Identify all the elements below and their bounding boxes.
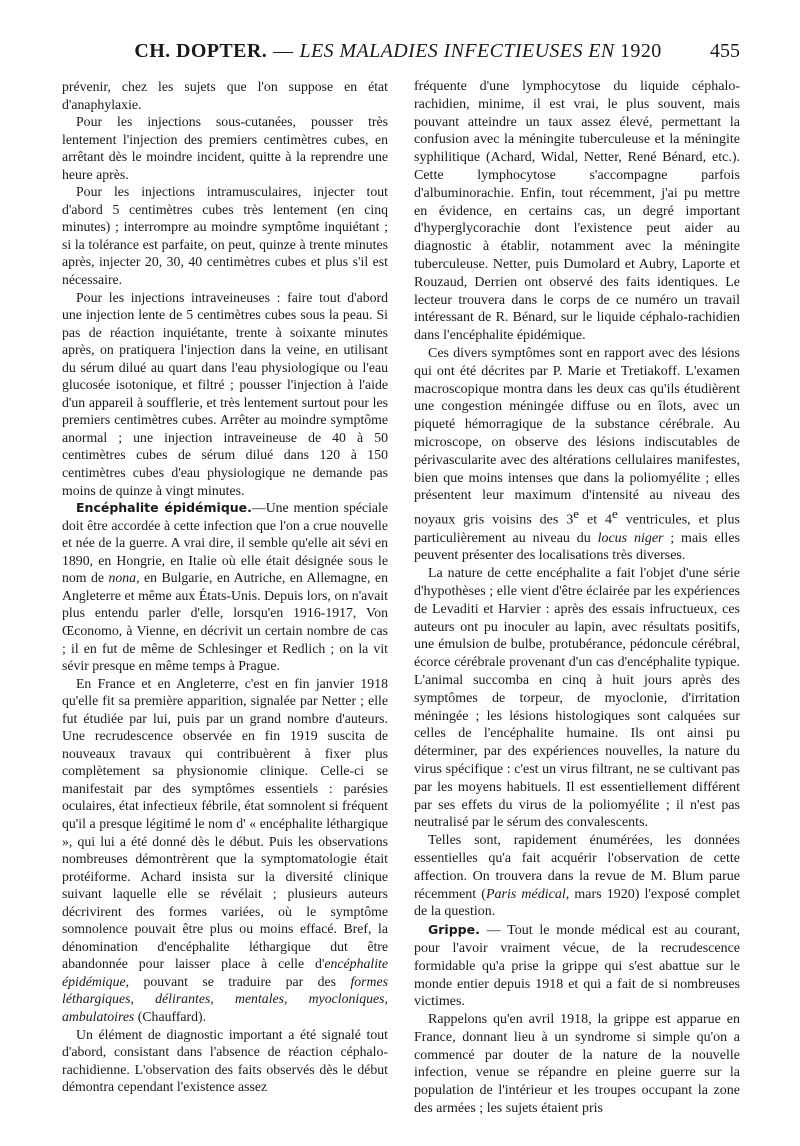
paragraph: Un élément de diagnostic important a été signalé tout d'abord, consistant dans l'absence de réaction céphalo-rachidienne. L'observation des faits observés dès le début démontra cependant l'existence assez xyxy=(62,1026,388,1095)
heading-dash: — xyxy=(251,500,266,516)
body-columns xyxy=(62,78,740,1118)
paragraph: prévenir, chez les sujets que l'on suppose en état d'anaphylaxie. xyxy=(62,79,388,112)
text-run: Telles sont, rapidement énumérées, les données essentielles qu'a fait acquérir l'observation de cette affection. On trouvera dans la revue de M. Blum parue récemment ( xyxy=(414,833,740,902)
header-author: CH. DOPTER. xyxy=(134,40,268,62)
running-title xyxy=(64,40,710,63)
paragraph: Pour les injections intramusculaires, injecter tout d'abord 5 centimètres cubes très lentement (en cinq minutes) ; interrompre au moindre symptôme inquiétant ; si la tolérance est parfaite, on peut, quinze à trente minutes après, injecter 20, 30, 40 centimètres cubes et plus s'il est nécessaire. xyxy=(62,184,388,288)
text-run: ventricules, et plus particulièrement au niveau du xyxy=(414,512,740,546)
paragraph: fréquente d'une lymphocytose du liquide céphalo-rachidien, minime, il est vrai, le plus souvent, mais pouvant atteindre un taux assez élevé, permettant la confusion avec la méningite tuberculeuse et la méningite syphilitique (Achard, Widal, Netter, René Bénard, etc.). Cette lymphocytose s'accompagne parfois d'albuminorachie. Enfin, tout récemment, j'ai pu mettre en évidence, en certains cas, un degré important d'hyperglycorachie dont l'existence peut aider au diagnostic à établir, notamment avec la méningite tuberculeuse. Netter, puis Dumolard et Aubry, Laporte et Rouzaud, Derrien ont observé des faits identiques. Le lecteur trouvera dans le corps de ce numéro un travail intéressant de R. Bénard, sur le liquide céphalo-rachidien dans l'encéphalite épidémique. xyxy=(414,79,740,344)
right-column xyxy=(414,78,740,1118)
section-encephalite xyxy=(62,499,388,674)
paragraph xyxy=(62,675,388,1026)
italic-term: locus niger xyxy=(597,530,664,546)
text-run: Ces divers symptômes sont en rapport avec des lésions qui ont été décrites par P. Marie et Tretiakoff. L'examen macroscopique montra dans les deux cas qu'ils étudièrent une congestion méningée diffuse ou en îlots, avec un piqueté hémorragique de la substance cérébrale. Au microscope, on observe des lésions indiscutables de périvascularite avec des altérations cellulaires manifestes, bien que moins intenses que dans la poliomyélite ; elles présentent leur maximum d'intensité au niveau des noyaux gris voisins des 3 xyxy=(414,345,740,528)
page-number: 455 xyxy=(710,40,740,62)
superscript: e xyxy=(612,506,618,522)
text-run: , en Bulgarie, en Autriche, en Allemagne, en Angleterre et même aux États-Unis. Depuis lors, on n'avait plus entendu parler d'elle, lorsqu'en 1916-1917, Von Œconomo, à Vienne, en décrivit un certain nombre de cas ; il en fut de même de Schlesinger et Redlich ; on la vit sévir presque en même temps à Prague. xyxy=(62,570,388,674)
text-run: Une mention spéciale doit être accordée à cette infection que l'on a crue nouvelle et née de la guerre. A vrai dire, il semble qu'elle ait sévi en 1890, en Hongrie, en Italie où elle était désignée sous le nom de xyxy=(62,500,388,586)
text-run: , pouvant se traduire par des xyxy=(125,973,351,989)
section-heading: Grippe. xyxy=(428,922,480,938)
paragraph: Pour les injections sous-cutanées, pousser très lentement l'injection des premiers centimètres cubes, en arrêtant dès le moindre incident, quitte à la reprendre une heure après. xyxy=(62,114,388,182)
superscript: e xyxy=(573,506,580,522)
paragraph: Pour les injections intraveineuses : faire tout d'abord une injection lente de 5 centimètres cubes sous la peau. Si pas de réaction inquiétante, trente à soixante minutes après, on pratiquera l'injection dans la veine, en utilisant du sérum dilué au quart dans l'eau physiologique ou l'eau glucosée isotonique, et filtré ; pousser l'injection à l'aide d'un appareil à soufflerie, et très lentement surtout pour les premiers centimètres cubes. Arrêter au moindre symptôme anormal ; une injection intraveineuse de 40 à 50 centimètres cubes de sérum dilué dans 120 à 150 centimètres cubes d'eau physiologique ne demande pas moins de quinze à vingt minutes. xyxy=(62,289,388,498)
header-separator: — xyxy=(273,40,294,62)
text-run: , mars 1920) l'exposé complet de la question. xyxy=(414,886,740,920)
paragraph xyxy=(414,832,740,921)
header-work-title: LES MALADIES INFECTIEUSES EN xyxy=(299,40,615,62)
section-heading: Encéphalite épidémique. xyxy=(76,500,252,516)
italic-term: nona xyxy=(108,570,137,586)
header-year: 1920 xyxy=(620,40,662,62)
paragraph xyxy=(414,345,740,565)
text-run: — Tout le monde médical est au courant, pour l'avoir vraiment vécue, de la recrudescence formidable qu'a prise la grippe qui s'est abattue sur le monde entier depuis 1918 et qui a fait de si nombreuses victimes. xyxy=(414,923,740,1010)
text-run: En France et en Angleterre, c'est en fin janvier 1918 qu'elle fit sa première apparition, signalée par Netter ; elle fut étudiée par lui, puis par un grand nombre d'auteurs. Une recrudescence observée en fin 1919 suscita de nouveaux travaux qui contribuèrent à fixer plus complètement sa physionomie clinique. Celle-ci se manifestait par des symptômes essentiels : parésies oculaires, état infectieux fébrile, état somnolent si fréquent qu'il a presque légitimé le nom d' « encéphalite léthargique », qui lui a été donné dès le début. Puis les observations nombreuses démontrèrent que la symptomatologie était protéiforme. Achard insista sur la diversité clinique suivant laquelle elle se révélait ; plusieurs auteurs décrivirent des formes variées, où le symptôme somnolence pouvait être plus ou moins effacé. Bref, la dénomination d'encéphalite léthargique dut être abandonnée pour laisser place à celle d' xyxy=(62,675,388,972)
italic-term: encéphalite épidémique xyxy=(62,956,388,989)
text-run: (Chauffard). xyxy=(134,1008,207,1024)
text-run: ; mais elles peuvent présenter des localisations très diverses. xyxy=(414,530,740,564)
paragraph: La nature de cette encéphalite a fait l'objet d'une série d'hypothèses ; elle vient d'être éclairée par les expériences de Levaditi et Harvier : après des essais infructueux, ces auteurs ont pu inoculer au lapin, avec résultats positifs, une émulsion de bulbe, protubérance, pédoncule cérébral, écorce cérébrale provenant d'un cas d'encéphalite typique. L'animal succomba en cinq à huit jours après des symptômes de torpeur, de myoclonie, d'irritation méningée ; les lésions histologiques sont calquées sur celles de l'encéphalite humaine. Ils ont ainsi pu déterminer, par des expériences nouvelles, la nature du virus spécifique : c'est un virus filtrant, ne se cultivant pas par les moyens habituels. Il est essentiellement différent par ses effets du virus de la poliomyélite ; il n'est pas neutralisé par le sérum des convalescents. xyxy=(414,566,740,831)
text-run: et 4 xyxy=(579,512,613,528)
italic-term: formes léthargiques, délirantes, mentales, myocloniques, ambulatoires xyxy=(62,973,388,1024)
left-column xyxy=(62,78,388,1118)
running-header xyxy=(64,40,740,72)
italic-term: Paris médical xyxy=(485,886,566,902)
paragraph: Rappelons qu'en avril 1918, la grippe est apparue en France, donnant lieu à un syndrome si simple qu'on a commencé par douter de la nature de la nouvelle infection, venue se répandre en pleine guerre sur la population de l'intérieur et les troupes occupant la zone des armées ; les sujets étaient pris xyxy=(414,1012,740,1117)
section-grippe xyxy=(414,921,740,1011)
